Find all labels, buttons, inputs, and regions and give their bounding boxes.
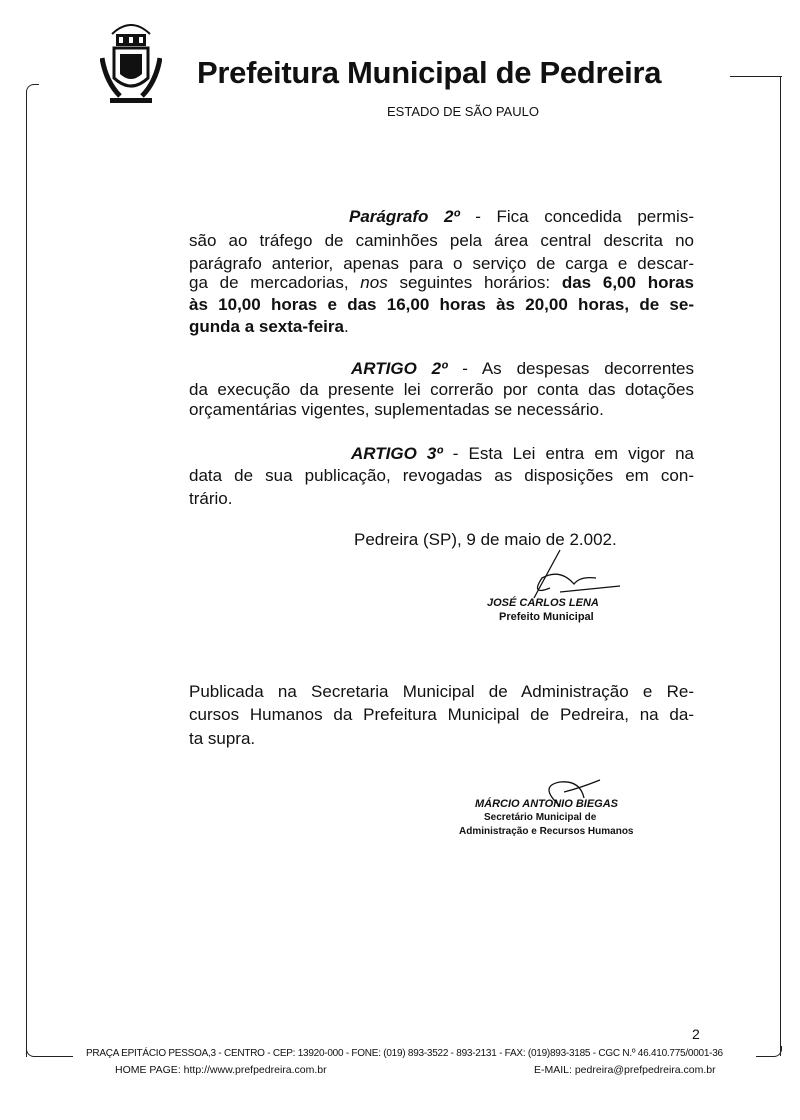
signer-1-role: Prefeito Municipal: [499, 611, 594, 623]
footer-email: E-MAIL: pedreira@prefpedreira.com.br: [534, 1064, 716, 1076]
article-3-line: [351, 444, 694, 464]
paragraph-2-line: [189, 273, 694, 293]
paragraph-2-line: parágrafo anterior, apenas para o serviço de carga e descar-: [189, 254, 694, 273]
municipal-crest-logo: [100, 12, 162, 120]
article-2-line: da execução da presente lei correrão por conta das dotações: [189, 380, 694, 399]
signer-1-name: JOSÉ CARLOS LENA: [487, 597, 599, 609]
paragraph-2-line: [349, 207, 694, 227]
signature-2-image: [530, 776, 610, 816]
text: - Fica concedida permis-: [459, 207, 694, 226]
article-3-line: trário.: [189, 489, 233, 508]
article-heading: ARTIGO 2º: [351, 359, 448, 378]
footer-rule-left: [26, 1046, 73, 1057]
text: nos: [348, 273, 388, 292]
signer-2-name: MÁRCIO ANTONIO BIEGAS: [475, 798, 619, 810]
text: - Esta Lei entra em vigor na: [442, 444, 695, 463]
frame-right: [780, 76, 781, 1056]
page-number: 2: [692, 1026, 700, 1042]
footer-rule-right: [756, 1046, 782, 1057]
article-3-line: data de sua publicação, revogadas as disposições em con-: [189, 466, 694, 485]
text: .: [343, 317, 349, 336]
article-2-line: [351, 359, 694, 379]
text: ga de mercadorias,: [189, 273, 349, 292]
signature-1-image: [520, 548, 630, 600]
header-title: Prefeitura Municipal de Pedreira: [197, 55, 662, 90]
frame-left: [26, 84, 39, 1057]
date-line: Pedreira (SP), 9 de maio de 2.002.: [354, 530, 617, 549]
paragraph-2-line: às 10,00 horas e das 16,00 horas às 20,00 horas, de se-: [189, 295, 694, 314]
article-2-line: orçamentárias vigentes, suplementadas se necessário.: [189, 400, 604, 419]
publication-line: Publicada na Secretaria Municipal de Administração e Re-: [189, 682, 694, 701]
text: gunda a sexta-feira: [189, 317, 344, 336]
publication-line: ta supra.: [189, 729, 256, 748]
footer-address: PRAÇA EPITÁCIO PESSOA,3 - CENTRO - CEP: 13920-000 - FONE: (019) 893-3522 - 893-2131 - FAX: (019)893-3185 - CGC N.º 46.410.775/0001-36: [86, 1048, 723, 1059]
header-subtitle: ESTADO DE SÃO PAULO: [387, 104, 539, 119]
text: das 6,00 horas: [561, 273, 694, 292]
signer-2-department: Administração e Recursos Humanos: [459, 826, 634, 837]
header-rule-right: [730, 76, 782, 77]
publication-line: cursos Humanos da Prefeitura Municipal de Pedreira, na da-: [189, 705, 694, 724]
signer-2-role: Secretário Municipal de: [484, 812, 597, 823]
footer-homepage: HOME PAGE: http://www.prefpedreira.com.br: [115, 1064, 327, 1076]
text: - As despesas decorrentes: [447, 359, 694, 378]
text: seguintes horários:: [387, 273, 551, 292]
paragraph-heading: Parágrafo 2º: [349, 207, 460, 226]
article-heading: ARTIGO 3º: [351, 444, 443, 463]
paragraph-2-line: são ao tráfego de caminhões pela área central descrita no: [189, 231, 694, 250]
paragraph-2-line: [189, 317, 349, 337]
